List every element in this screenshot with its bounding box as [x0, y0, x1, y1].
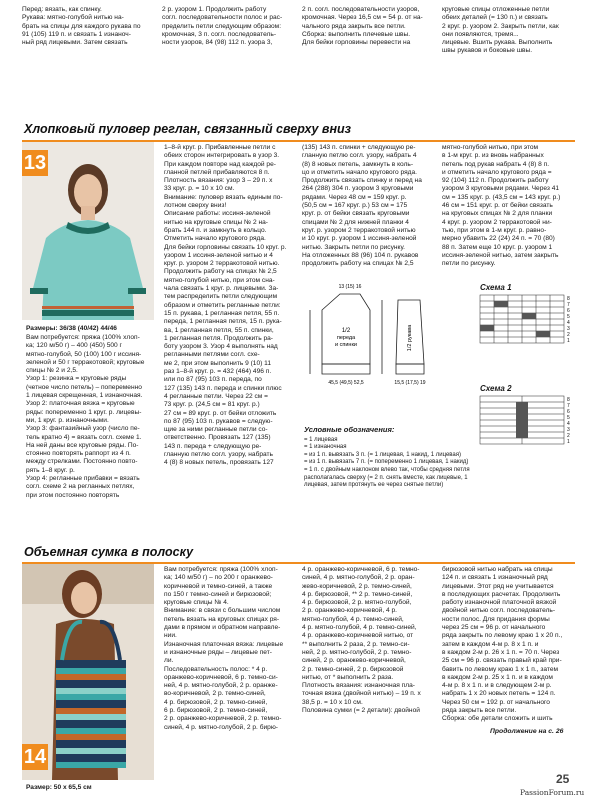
- pattern-diagram: [300, 276, 450, 394]
- section-14-col-1: Вам потребуется: пряжа (100% хлоп- ка; 140 м/50 г) – по 200 г оранжево- коричневой и темно-синей, а также по 150 г темно-синей и бирюзовой; круговые спицы № 4. Внимание: в связи с большим числом петель вязать на круговых спицах ря- дами в прямом и обратном направле- нии. Изнаночная платочная вязка: лицевые и изнаночные ряды – лицевые пет- ли. Последовательность полос: * 4 р. оранжево-коричневой, 6 р. темно-си- ней, 4 р. мятно-голубой, 2 р. оранже- во-коричневой, 2 р. темно-синей, 4 р. бирюзовой, 2 р. темно-синей, 6 р. бирюзовой, 2 р. темно-синей, 2 р. оранжево-коричневой, 2 р. темно- синей, 4 р. мятно-голубой, 2 р. бирю-: [164, 566, 284, 731]
- svg-text:переда: переда: [336, 335, 356, 341]
- section-14-size: Размер: 50 х 65,5 см: [26, 784, 92, 791]
- svg-text:4: 4: [567, 421, 570, 427]
- svg-text:8: 8: [567, 397, 570, 403]
- svg-text:2: 2: [567, 433, 570, 439]
- section-13-col-3: (135) 143 п. спинки + следующую ре- гланную петлю согл. узору, набрать 4 (8) 8 новых петель, замкнуть в коль- цо и отметить начало кругового ряда. Продолжить связать спинку и перед на 264 (288) 304 п. узором 3 круговыми рядами. Через 48 см = 159 круг. р. (50,5 см = 167 круг. р.) 53 см = 175 круг. р. от бейки связать круговыми спицами № 2 для нижней планки 4 круг. р. узором 2 терракотовой нитью и 10 круг. р. узором 1 иссиня-зеленой нитью. Закрыть петли по рисунку. На отложенных 88 (96) 104 п. рукавов продолжить работу на спицах № 2,5: [302, 144, 422, 268]
- section-14-title: Объемная сумка в полоску: [24, 545, 194, 559]
- top-col-1: Перед: вязать, как спинку. Рукава: мятно-голубой нитью на- брать на спицы для каждого рукава по 91 (105) 119 п. и связать 1 изнаноч- ный ряд лицевыми. Затем связать: [22, 6, 141, 47]
- svg-text:15,5 (17,5) 19: 15,5 (17,5) 19: [394, 380, 426, 386]
- svg-text:1: 1: [567, 439, 570, 445]
- legend-item: = 1 лицевая: [304, 436, 338, 443]
- page-number: 25: [556, 772, 570, 786]
- legend: [304, 426, 476, 490]
- section-14-col-3: бирюзовой нитью набрать на спицы 124 п. и связать 1 изнаночный ряд лицевыми. Этот ряд не учитывается в последующих расчетах. Продолжить работу изнаночной платочной вязкой двойной нитью согл. последователь- ности полос. Для придания формы через 25 см = 96 р. от начального ряда закрыть по левому краю 1 х 20 п., затем в каждом 4-м р. 8 х 1 п. и в каждом 2-м р. 26 х 1 п. = 70 п. Через 25 см = 96 р. связать правый край при- бавить по левому краю 1 х 1 п., затем в каждом 2-м р. 25 х 1 п. и в каждом 4-м р. 8 х 1 п. и в следующем 2-м р. набрать 1 х 20 новых петель = 124 п. Через 50 см = 192 р. от начального ряда закрыть все петли. Сборка: обе детали сложить и шить: [442, 566, 563, 723]
- top-col-2: 2 р. узором 1. Продолжить работу согл. последовательности полос и рас- пределить петли следующим образом: кромочная, 3 п. согл. последователь- ности узоров, 84 (98) 112 п. узора 3,: [162, 6, 283, 47]
- section-14-number: 14: [23, 746, 47, 768]
- top-col-3: 2 п. согл. последовательности узоров, кромочная. Через 16,5 см = 54 р. от на- чального ряда закрыть все петли. Сборка: выполнить плечевые швы. Для бейки горловины перевести на: [302, 6, 423, 47]
- svg-text:5: 5: [567, 314, 570, 320]
- section-13-number: 13: [23, 152, 47, 174]
- svg-text:3: 3: [567, 326, 570, 332]
- legend-item: = из 1 п. вывязать 7 п. (= попеременно 1 лицевая, 1 накид): [304, 459, 469, 466]
- svg-text:6: 6: [567, 308, 570, 314]
- schema-2-title: Схема 2: [480, 384, 512, 393]
- legend-item: = 1 п. с двойным наклоном влево так, чтобы средняя петля располагалась сверху (= 2 п. снять вместе, как лицевые, 1 лицевая, затем протянуть ее через снятые петли): [304, 466, 470, 489]
- section-13-col-4: мятно-голубой нитью, при этом в 1-м круг. р. из вновь набранных петель под рукав набрать 4 (8) 8 п. и отметить начало кругового ряда = 92 (104) 112 п. Продолжить работу узором 3 круговыми рядами. Через 41 см = 135 круг. р. (43,5 см = 143 круг. р.) 46 см = 151 круг. р. от бейки связать на круговых спицах № 2 для планки 4 круг. р. узором 2 терракотовой ни- тью, при этом в 1-м круг. р. равно- мерно убавить 22 (24) 24 п. = 70 (80) 88 п. Затем еще 10 круг. р. узором 1 иссиня-зеленой нитью, затем закрыть петли по рисунку.: [442, 144, 561, 268]
- svg-text:7: 7: [567, 403, 570, 409]
- legend-item: = 1 изнаночная: [304, 444, 347, 451]
- legend-title: Условные обозначения:: [304, 425, 395, 434]
- svg-text:6: 6: [567, 409, 570, 415]
- section-13-col-2: 1–8-й круг. р. Прибавленные петли с обеих сторон интегрировать в узор 3. При каждом повторе над каждой ре- гланной петлей прибавляются 8 п. Плотность вязания: узор 3 – 29 п. х 33 круг. р. = 10 х 10 см. Внимание: пуловер вязать единым по- лотном сверху вниз! Описание работы: иссиня-зеленой нитью на круговые спицы № 2 на- брать 144 п. и замкнуть в кольцо. Отметить начало кругового ряда. Для бейки горловины связать 10 круг. р. узором 1 иссиня-зеленой нитью и 4 круг. р. узором 2 терракотовой нитью. Продолжить работу на спицах № 2,5 мятно-голубой нитью, при этом сна- чала связать 1 круг. р. лицевыми. За- тем распределить петли следующим образом и отметить регланные петли: 15 п. рукава, 1 регланная петля, 55 п. переда, 1 регланная петля, 15 п. рука- ва, 1 регланная петля, 55 п. спинки, 1 регланная петля. Продолжить ра- боту узором 3. Узор 4 выполнять над регланными петлями согл. схе- ме 2, при этом выполнить 9 (10) 11 раз 1–8-й круг. р. = 432 (464) 496 п. или по 87 (95) 103 п. переда, по 127 (135) 143 п. переда и спинки плюс 4 регланные петли. Через 22 см = 73 круг. р. (24,5 см = 81 круг. р.) 27 см = 89 круг. р. от бейки отложить по 87 (95) 103 п. рукавов = следую- щие за ними регланные петли со- ответственно. Провязать 127 (135) 143 п. переда + следующую ре- гланную петлю согл. узору, набрать 4 (8) 8 новых петель, провязать 127: [164, 144, 287, 467]
- svg-text:13 (15) 16: 13 (15) 16: [338, 284, 362, 290]
- site-watermark: PassionForum.ru: [520, 788, 585, 797]
- top-col-4: круговые спицы отложенные петли обеих деталей (= 130 п.) и связать 2 круг. р. узором 2. Закрыть петли, как они появляются, тремя... лицевые. Вшить рукава. Выполнить швы рукавов и боковые швы.: [442, 6, 559, 55]
- svg-text:45,5 (49,5) 52,5: 45,5 (49,5) 52,5: [328, 380, 364, 386]
- section-13-size: Размеры: 36/38 (40/42) 44/46: [26, 325, 117, 332]
- svg-text:3: 3: [567, 427, 570, 433]
- svg-text:7: 7: [567, 302, 570, 308]
- svg-text:8: 8: [567, 296, 570, 302]
- diagram-front-label: 1/2: [341, 328, 351, 334]
- section-13-title: Хлопковый пуловер реглан, связанный сверху вниз: [24, 122, 352, 136]
- section-14-col-2: 4 р. оранжево-коричневой, 6 р. темно- синей, 4 р. мятно-голубой, 2 р. оран- жево-коричневой, 2 р. темно-синей, 4 р. бирюзовой, ** 2 р. темно-синей, 4 р. бирюзовой, 2 р. мятно-голубой, 2 р. оранжево-коричневой, 4 р. мятно-голубой, 4 р. темно-синей, 4 р. мятно-голубой, 4 р. темно-синей, 4 р. оранжево-коричневой нитью, от ** выполнить 2 раза, 2 р. темно-си- ней, 2 р. мятно-голубой, 2 р. темно- синей, 2 р. оранжево-коричневой, 2 р. темно-синей, 2 р. бирюзовой нитью, от * выполнить 2 раза. Плотность вязания: изнаночная пла- точная вязка (двойной нитью) – 19 п. х 38,5 р. = 10 х 10 см. Половина сумки (= 2 детали): двойной: [302, 566, 421, 715]
- continued-note: Продолжение на с. 26: [490, 728, 564, 735]
- svg-text:4: 4: [567, 320, 570, 326]
- svg-text:1: 1: [567, 338, 570, 344]
- svg-text:и спинки: и спинки: [335, 342, 357, 348]
- schema-1-grid: [478, 293, 578, 353]
- svg-text:2: 2: [567, 332, 570, 338]
- schema-2-grid: [478, 394, 578, 454]
- svg-text:1/2 рукава: 1/2 рукава: [407, 324, 413, 352]
- section-13-left-col: Вам потребуется: пряжа (100% хлоп- ка; 120 м/50 г) – 400 (450) 500 г мятно-голубой, 50 (100) 100 г иссиня- зеленой и 50 г терракотовой; круговые спицы № 2 и 2,5. Узор 1: резинка = круговые ряды (четное число петель) – попеременно 1 лицевая скрещенная, 1 изнаночная. Узор 2: платочная вязка = круговые ряды: попеременно 1 круг. р. лицевы- ми, 1 круг. р. изнаночными. Узор 3: фантазийный узор (число пе- тель кратно 4) = вязать согл. схеме 1. На ней даны все круговые ряды. По- стоянно повторять раппорт из 4 п. между стрелками. Постоянно повто- рять 1–8 круг. р. Узор 4: регланные прибавки = вязать согл. схеме 2 на регланных петлях, при этом постоянно повторять: [26, 334, 145, 499]
- svg-text:5: 5: [567, 415, 570, 421]
- legend-item: = из 1 п. вывязать 3 п. (= 1 лицевая, 1 накид, 1 лицевая): [304, 451, 461, 458]
- schema-1-title: Схема 1: [480, 283, 512, 292]
